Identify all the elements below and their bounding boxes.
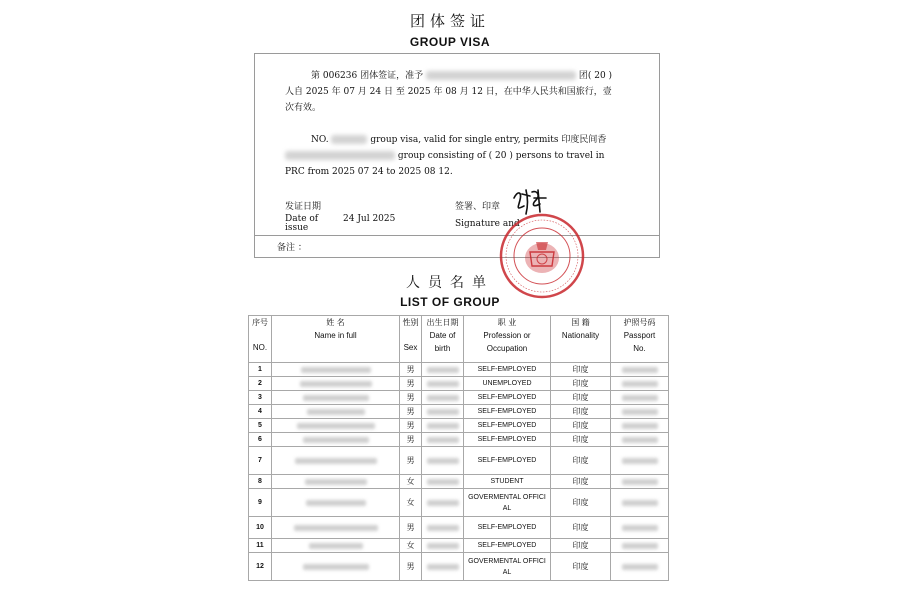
row-name-redacted — [272, 553, 400, 581]
row-sex: 男 — [400, 405, 422, 419]
issue-date-label-zh: 发证日期 — [285, 202, 322, 212]
table-row — [249, 363, 669, 377]
row-sex: 男 — [400, 419, 422, 433]
row-dob-redacted — [422, 377, 464, 391]
row-nationality: 印度 — [551, 539, 611, 553]
row-sex: 男 — [400, 517, 422, 539]
redacted-passport — [622, 543, 658, 549]
table-row — [249, 377, 669, 391]
row-passport-redacted — [611, 363, 669, 377]
row-name-redacted — [272, 391, 400, 405]
table-row — [249, 489, 669, 517]
row-nationality: 印度 — [551, 475, 611, 489]
redacted-name — [295, 458, 377, 464]
header-name-zh: 姓 名 — [326, 318, 345, 327]
redacted-name — [300, 381, 372, 387]
row-sex: 女 — [400, 539, 422, 553]
row-nationality: 印度 — [551, 363, 611, 377]
visa-en-line-1-prefix: NO. — [311, 135, 329, 145]
row-occupation-line-1: STUDENT — [490, 478, 524, 485]
list-title-english: LIST OF GROUP — [400, 295, 500, 309]
row-occupation — [464, 391, 551, 405]
row-occupation-line-1: GOVERMENTAL OFFICI — [468, 557, 546, 565]
redacted-name — [294, 525, 378, 531]
visa-zh-line-1 — [311, 68, 612, 84]
row-nationality: 印度 — [551, 419, 611, 433]
header-sex-zh: 性别 — [402, 318, 419, 327]
issue-date-value: 24 Jul 2025 — [343, 214, 396, 224]
header-occupation-en-2: Occupation — [486, 344, 528, 353]
row-occupation-line-2: AL — [502, 568, 512, 576]
row-dob-redacted — [422, 475, 464, 489]
row-number: 2 — [249, 377, 272, 391]
row-sex: 男 — [400, 377, 422, 391]
table-row — [249, 391, 669, 405]
row-nationality: 印度 — [551, 517, 611, 539]
row-name-redacted — [272, 517, 400, 539]
list-title-chinese: 人员名单 — [406, 275, 494, 291]
row-number: 5 — [249, 419, 272, 433]
row-occupation — [464, 517, 551, 539]
redacted-name — [303, 395, 369, 401]
row-number: 6 — [249, 433, 272, 447]
redacted-passport — [622, 437, 658, 443]
header-passport — [611, 316, 669, 363]
row-occupation — [464, 489, 551, 517]
row-occupation-line-1: SELF-EMPLOYED — [477, 457, 537, 464]
row-name-redacted — [272, 377, 400, 391]
row-occupation — [464, 447, 551, 475]
row-nationality: 印度 — [551, 377, 611, 391]
row-sex: 男 — [400, 363, 422, 377]
redacted-passport — [622, 395, 658, 401]
header-passport-en-2: No. — [633, 344, 646, 353]
row-name-redacted — [272, 419, 400, 433]
row-passport-redacted — [611, 405, 669, 419]
redacted-visa-number — [331, 135, 367, 144]
redacted-group-name-en — [285, 151, 395, 160]
row-occupation — [464, 405, 551, 419]
row-sex: 男 — [400, 391, 422, 405]
redacted-passport — [622, 409, 658, 415]
signature-label-zh: 签署、印章 — [455, 202, 501, 212]
row-name-redacted — [272, 447, 400, 475]
redacted-name — [309, 543, 363, 549]
row-number: 8 — [249, 475, 272, 489]
visa-zh-line-1-prefix: 第 006236 团体签证，准予 — [311, 71, 424, 81]
redacted-name — [307, 409, 365, 415]
row-dob-redacted — [422, 419, 464, 433]
row-occupation — [464, 433, 551, 447]
document-title-chinese: 团体签证 — [409, 12, 490, 30]
visa-statement-box — [254, 53, 660, 258]
remarks-label: 备注 ： — [277, 243, 307, 253]
document-title-english: GROUP VISA — [409, 35, 491, 49]
header-nationality — [551, 316, 611, 363]
row-occupation — [464, 539, 551, 553]
row-nationality: 印度 — [551, 391, 611, 405]
row-occupation — [464, 419, 551, 433]
table-row — [249, 433, 669, 447]
row-dob-redacted — [422, 391, 464, 405]
redacted-dob — [427, 367, 459, 373]
row-nationality: 印度 — [551, 433, 611, 447]
redacted-passport — [622, 458, 658, 464]
row-dob-redacted — [422, 363, 464, 377]
redacted-passport — [622, 500, 658, 506]
header-name — [272, 316, 400, 363]
redacted-name — [301, 367, 371, 373]
visa-en-line-2 — [285, 148, 604, 164]
table-row — [249, 553, 669, 581]
row-number: 7 — [249, 447, 272, 475]
row-passport-redacted — [611, 433, 669, 447]
row-nationality: 印度 — [551, 489, 611, 517]
row-dob-redacted — [422, 517, 464, 539]
row-passport-redacted — [611, 391, 669, 405]
table-row — [249, 539, 669, 553]
row-dob-redacted — [422, 447, 464, 475]
row-passport-redacted — [611, 553, 669, 581]
row-name-redacted — [272, 405, 400, 419]
visa-zh-line-1-suffix: 团( 20 ) — [578, 71, 613, 81]
visa-en-line-2-suffix: group consisting of ( 20 ) persons to travel in — [397, 151, 605, 161]
redacted-group-name — [426, 71, 576, 80]
redacted-dob — [427, 381, 459, 387]
redacted-passport — [622, 423, 658, 429]
header-no-zh: 序号 — [252, 318, 268, 327]
row-occupation — [464, 475, 551, 489]
remarks-divider — [255, 235, 659, 236]
redacted-dob — [427, 543, 459, 549]
row-passport-redacted — [611, 377, 669, 391]
row-occupation-line-1: SELF-EMPLOYED — [477, 408, 537, 415]
header-occupation — [464, 316, 551, 363]
redacted-name — [297, 423, 375, 429]
table-row — [249, 475, 669, 489]
redacted-passport — [622, 381, 658, 387]
row-dob-redacted — [422, 539, 464, 553]
header-nationality-zh: 国 籍 — [571, 318, 590, 327]
row-number: 4 — [249, 405, 272, 419]
row-occupation-line-1: UNEMPLOYED — [482, 380, 532, 387]
row-number: 12 — [249, 553, 272, 581]
row-passport-redacted — [611, 489, 669, 517]
redacted-name — [306, 500, 366, 506]
row-number: 1 — [249, 363, 272, 377]
redacted-dob — [427, 437, 459, 443]
redacted-dob — [427, 395, 459, 401]
header-nationality-en: Nationality — [561, 331, 600, 340]
row-passport-redacted — [611, 475, 669, 489]
row-name-redacted — [272, 539, 400, 553]
redacted-dob — [427, 500, 459, 506]
row-occupation — [464, 377, 551, 391]
row-number: 9 — [249, 489, 272, 517]
row-sex: 男 — [400, 447, 422, 475]
visa-en-line-1 — [311, 132, 606, 148]
row-nationality: 印度 — [551, 553, 611, 581]
row-number: 11 — [249, 539, 272, 553]
redacted-dob — [427, 423, 459, 429]
header-sex-en: Sex — [403, 343, 418, 352]
header-dob-zh: 出生日期 — [426, 318, 459, 327]
redacted-dob — [427, 525, 459, 531]
header-passport-zh: 护照号码 — [623, 318, 656, 327]
table-header-row — [249, 316, 669, 363]
header-sex — [400, 316, 422, 363]
header-name-en: Name in full — [314, 331, 357, 340]
row-name-redacted — [272, 363, 400, 377]
header-no-en: NO. — [252, 343, 268, 352]
redacted-name — [305, 479, 367, 485]
issue-date-label-en-2: issue — [285, 223, 309, 233]
row-occupation-line-1: SELF-EMPLOYED — [477, 542, 537, 549]
header-dob — [422, 316, 464, 363]
row-passport-redacted — [611, 517, 669, 539]
redacted-dob — [427, 479, 459, 485]
row-occupation — [464, 363, 551, 377]
row-number: 10 — [249, 517, 272, 539]
redacted-dob — [427, 409, 459, 415]
row-dob-redacted — [422, 433, 464, 447]
table-row — [249, 517, 669, 539]
redacted-passport — [622, 367, 658, 373]
issue-date-label-en-1: Date of — [285, 214, 319, 224]
row-dob-redacted — [422, 405, 464, 419]
table-body — [249, 363, 669, 581]
row-name-redacted — [272, 433, 400, 447]
row-passport-redacted — [611, 539, 669, 553]
row-occupation-line-2: AL — [502, 504, 512, 512]
row-nationality: 印度 — [551, 447, 611, 475]
header-occupation-zh: 职 业 — [497, 318, 517, 327]
redacted-passport — [622, 525, 658, 531]
header-passport-en-1: Passport — [623, 331, 656, 340]
row-name-redacted — [272, 475, 400, 489]
header-occupation-en-1: Profession or — [483, 331, 531, 340]
visa-en-line-1-suffix: group visa, valid for single entry, permits 印度民间香 — [370, 135, 607, 145]
redacted-name — [303, 564, 369, 570]
row-occupation-line-1: SELF-EMPLOYED — [477, 524, 537, 531]
table-row — [249, 447, 669, 475]
row-passport-redacted — [611, 447, 669, 475]
row-occupation-line-1: GOVERMENTAL OFFICI — [468, 493, 546, 501]
row-sex: 男 — [400, 433, 422, 447]
visa-zh-line-2: 人自 2025 年 07 月 24 日 至 2025 年 08 月 12 日，在中华人民共和国旅行，壹 — [285, 87, 612, 97]
row-sex: 男 — [400, 553, 422, 581]
row-name-redacted — [272, 489, 400, 517]
row-occupation-line-1: SELF-EMPLOYED — [477, 422, 537, 429]
row-dob-redacted — [422, 553, 464, 581]
table-row — [249, 405, 669, 419]
row-sex: 女 — [400, 489, 422, 517]
row-sex: 女 — [400, 475, 422, 489]
redacted-passport — [622, 479, 658, 485]
visa-en-line-3: PRC from 2025 07 24 to 2025 08 12. — [285, 167, 453, 177]
row-nationality: 印度 — [551, 405, 611, 419]
visa-zh-line-3: 次有效。 — [285, 103, 322, 113]
header-no — [249, 316, 272, 363]
header-dob-en-1: Date of — [429, 331, 456, 340]
row-occupation-line-1: SELF-EMPLOYED — [477, 436, 537, 443]
redacted-dob — [427, 458, 459, 464]
redacted-dob — [427, 564, 459, 570]
header-dob-en-2: birth — [434, 344, 451, 353]
group-members-table — [248, 315, 669, 581]
redacted-passport — [622, 564, 658, 570]
row-occupation-line-1: SELF-EMPLOYED — [477, 394, 537, 401]
row-dob-redacted — [422, 489, 464, 517]
redacted-name — [303, 437, 369, 443]
row-number: 3 — [249, 391, 272, 405]
row-occupation-line-1: SELF-EMPLOYED — [477, 366, 537, 373]
signature-label-en: Signature and — [455, 219, 520, 229]
table-row — [249, 419, 669, 433]
row-passport-redacted — [611, 419, 669, 433]
row-occupation — [464, 553, 551, 581]
